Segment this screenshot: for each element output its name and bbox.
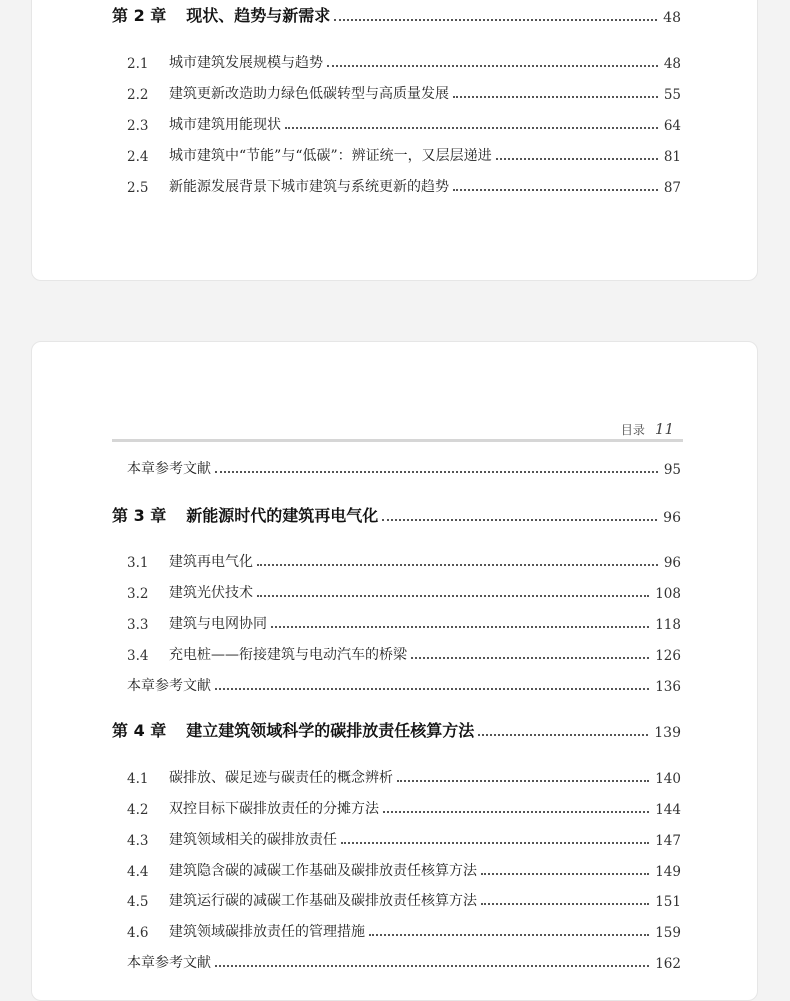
page-number: 139 bbox=[654, 725, 681, 741]
page-number: 81 bbox=[663, 149, 681, 165]
page-number: 96 bbox=[663, 555, 681, 571]
section-title: 碳排放、碳足迹与碳责任的概念辨析 bbox=[169, 770, 393, 786]
section-title: 建筑光伏技术 bbox=[169, 585, 253, 601]
toc-page-2 bbox=[31, 341, 758, 1001]
chapter-label: 第 2 章 bbox=[112, 6, 167, 25]
section-title: 建筑领域碳排放责任的管理措施 bbox=[169, 924, 365, 940]
leader-dots bbox=[382, 519, 657, 521]
section-entry[interactable] bbox=[127, 50, 681, 72]
page-number: 151 bbox=[655, 894, 681, 910]
chapter-title: 新能源时代的建筑再电气化 bbox=[186, 506, 379, 525]
leader-dots bbox=[481, 873, 649, 875]
section-title: 建筑与电网协同 bbox=[169, 616, 267, 632]
leader-dots bbox=[215, 965, 649, 967]
leader-dots bbox=[397, 780, 649, 782]
section-number: 4.6 bbox=[127, 925, 149, 941]
section-number: 3.4 bbox=[127, 648, 149, 664]
leader-dots bbox=[453, 189, 658, 191]
page-number: 126 bbox=[655, 648, 681, 664]
references-title: 本章参考文献 bbox=[127, 678, 211, 694]
section-entry[interactable] bbox=[127, 888, 681, 910]
chapter-4-entry[interactable] bbox=[112, 719, 681, 741]
page-number: 159 bbox=[655, 925, 681, 941]
page-number: 162 bbox=[655, 956, 681, 972]
page-number: 118 bbox=[655, 617, 681, 633]
chapter-3-entry[interactable] bbox=[112, 504, 681, 526]
leader-dots bbox=[341, 842, 649, 844]
section-entry[interactable] bbox=[127, 858, 681, 880]
section-title: 建筑更新改造助力绿色低碳转型与高质量发展 bbox=[169, 86, 449, 102]
references-entry[interactable] bbox=[127, 456, 681, 478]
page-number: 96 bbox=[663, 510, 681, 526]
section-title: 城市建筑中“节能”与“低碳”：辨证统一，又层层递进 bbox=[169, 148, 492, 164]
section-number: 4.1 bbox=[127, 771, 149, 787]
leader-dots bbox=[257, 564, 658, 566]
leader-dots bbox=[369, 934, 649, 936]
page-number: 48 bbox=[663, 56, 681, 72]
section-entry[interactable] bbox=[127, 580, 681, 602]
section-entry[interactable] bbox=[127, 611, 681, 633]
leader-dots bbox=[285, 127, 658, 129]
section-title: 建筑再电气化 bbox=[169, 554, 253, 570]
section-entry[interactable] bbox=[127, 919, 681, 941]
toc-page-1 bbox=[31, 0, 758, 281]
references-entry[interactable] bbox=[127, 950, 681, 972]
header-rule bbox=[112, 439, 683, 442]
page-number: 140 bbox=[655, 771, 681, 787]
section-entry[interactable] bbox=[127, 549, 681, 571]
page-number: 64 bbox=[663, 118, 681, 134]
section-title: 充电桩——衔接建筑与电动汽车的桥梁 bbox=[169, 647, 407, 663]
section-number: 2.3 bbox=[127, 118, 149, 134]
page-number: 136 bbox=[655, 679, 681, 695]
leader-dots bbox=[481, 903, 649, 905]
leader-dots bbox=[271, 626, 649, 628]
section-number: 4.3 bbox=[127, 833, 149, 849]
section-title: 双控目标下碳排放责任的分摊方法 bbox=[169, 801, 379, 817]
section-number: 4.4 bbox=[127, 864, 149, 880]
header-label: 目录 bbox=[620, 423, 645, 437]
leader-dots bbox=[334, 19, 657, 21]
chapter-title: 现状、趋势与新需求 bbox=[186, 6, 331, 25]
leader-dots bbox=[215, 688, 649, 690]
section-title: 城市建筑用能现状 bbox=[169, 117, 281, 133]
chapter-title: 建立建筑领域科学的碳排放责任核算方法 bbox=[186, 721, 475, 740]
running-header bbox=[621, 420, 674, 438]
leader-dots bbox=[215, 471, 658, 473]
section-number: 3.1 bbox=[127, 555, 149, 571]
page-number: 147 bbox=[655, 833, 681, 849]
section-number: 2.2 bbox=[127, 87, 149, 103]
leader-dots bbox=[327, 65, 658, 67]
section-number: 4.2 bbox=[127, 802, 149, 818]
section-title: 建筑运行碳的减碳工作基础及碳排放责任核算方法 bbox=[169, 893, 477, 909]
references-title: 本章参考文献 bbox=[127, 461, 211, 477]
section-entry[interactable] bbox=[127, 143, 681, 165]
section-entry[interactable] bbox=[127, 827, 681, 849]
section-title: 城市建筑发展规模与趋势 bbox=[169, 55, 323, 71]
section-title: 建筑领域相关的碳排放责任 bbox=[169, 832, 337, 848]
leader-dots bbox=[453, 96, 658, 98]
section-number: 3.2 bbox=[127, 586, 149, 602]
section-entry[interactable] bbox=[127, 796, 681, 818]
page-number: 144 bbox=[655, 802, 681, 818]
section-number: 2.1 bbox=[127, 56, 149, 72]
section-entry[interactable] bbox=[127, 112, 681, 134]
page-number: 108 bbox=[655, 586, 681, 602]
section-entry[interactable] bbox=[127, 765, 681, 787]
chapter-2-entry[interactable] bbox=[112, 4, 681, 26]
section-number: 2.4 bbox=[127, 149, 149, 165]
references-title: 本章参考文献 bbox=[127, 955, 211, 971]
chapter-label: 第 3 章 bbox=[112, 506, 167, 525]
leader-dots bbox=[383, 811, 649, 813]
section-title: 建筑隐含碳的减碳工作基础及碳排放责任核算方法 bbox=[169, 863, 477, 879]
page-number: 87 bbox=[663, 180, 681, 196]
section-number: 2.5 bbox=[127, 180, 149, 196]
chapter-label: 第 4 章 bbox=[112, 721, 167, 740]
page-number: 95 bbox=[663, 462, 681, 478]
page-number: 55 bbox=[663, 87, 681, 103]
section-entry[interactable] bbox=[127, 174, 681, 196]
leader-dots bbox=[496, 158, 658, 160]
page-number: 149 bbox=[655, 864, 681, 880]
leader-dots bbox=[411, 657, 649, 659]
section-title: 新能源发展背景下城市建筑与系统更新的趋势 bbox=[169, 179, 449, 195]
section-entry[interactable] bbox=[127, 642, 681, 664]
leader-dots bbox=[478, 734, 648, 736]
leader-dots bbox=[257, 595, 649, 597]
page-number: 48 bbox=[663, 10, 681, 26]
section-entry[interactable] bbox=[127, 81, 681, 103]
section-number: 4.5 bbox=[127, 894, 149, 910]
section-number: 3.3 bbox=[127, 617, 149, 633]
header-page-number: 11 bbox=[654, 420, 674, 438]
references-entry[interactable] bbox=[127, 673, 681, 695]
